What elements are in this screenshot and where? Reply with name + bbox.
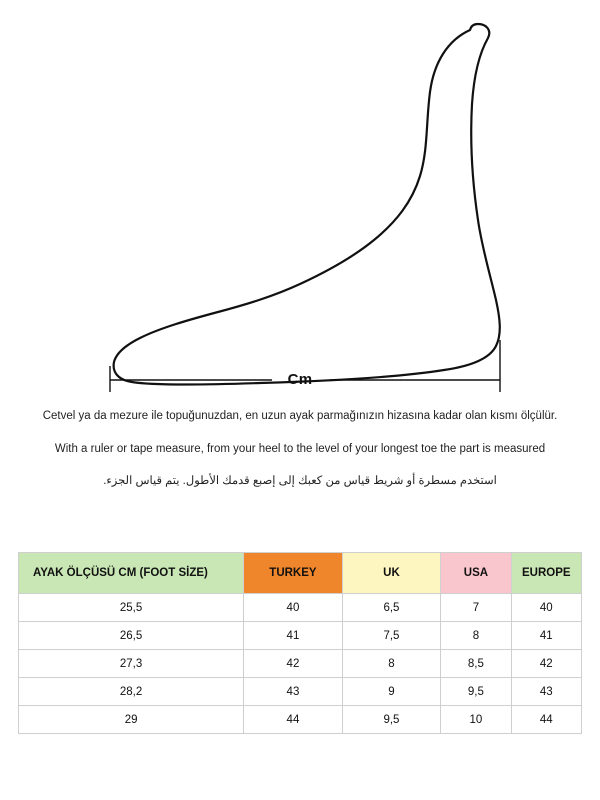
instruction-arabic: استخدم مسطرة أو شريط قياس من كعبك إلى إصبع قدمك الأطول. يتم قياس الجزء. <box>103 475 497 488</box>
table-body <box>19 594 582 734</box>
cell-europe: 41 <box>511 622 581 650</box>
instruction-english: With a ruler or tape measure, from your heel to the level of your longest toe the part is measured <box>54 442 546 455</box>
cell-europe: 44 <box>511 706 581 734</box>
cell-turkey: 41 <box>244 622 343 650</box>
cell-foot-size: 26,5 <box>19 622 244 650</box>
cell-europe: 42 <box>511 650 581 678</box>
cell-uk: 7,5 <box>342 622 441 650</box>
instructions-block <box>0 400 600 490</box>
cell-usa: 10 <box>441 706 511 734</box>
table-header-row <box>19 553 582 594</box>
size-table-wrapper <box>18 552 582 734</box>
cell-foot-size: 29 <box>19 706 244 734</box>
cell-usa: 7 <box>441 594 511 622</box>
table-row <box>19 622 582 650</box>
cell-turkey: 43 <box>244 678 343 706</box>
cell-europe: 40 <box>511 594 581 622</box>
column-header-foot-size: AYAK ÖLÇÜSÜ CM (FOOT SİZE) <box>19 553 244 594</box>
cell-uk: 9,5 <box>342 706 441 734</box>
cell-usa: 8,5 <box>441 650 511 678</box>
column-header-uk: UK <box>342 553 441 594</box>
table-row <box>19 706 582 734</box>
size-table <box>18 552 582 734</box>
cell-usa: 8 <box>441 622 511 650</box>
table-header <box>19 553 582 594</box>
cell-uk: 6,5 <box>342 594 441 622</box>
column-header-turkey: TURKEY <box>244 553 343 594</box>
cell-foot-size: 27,3 <box>19 650 244 678</box>
cell-usa: 9,5 <box>441 678 511 706</box>
table-row <box>19 594 582 622</box>
cell-turkey: 42 <box>244 650 343 678</box>
column-header-usa: USA <box>441 553 511 594</box>
cell-uk: 9 <box>342 678 441 706</box>
cell-foot-size: 28,2 <box>19 678 244 706</box>
cell-turkey: 44 <box>244 706 343 734</box>
cell-turkey: 40 <box>244 594 343 622</box>
instruction-turkish: Cetvel ya da mezure ile topuğunuzdan, en uzun ayak parmağınızın hizasına kadar olan kısmı ölçülür. <box>42 410 558 422</box>
table-row <box>19 650 582 678</box>
cm-measure-label: Cm <box>287 371 313 388</box>
cell-uk: 8 <box>342 650 441 678</box>
column-header-europe: EUROPE <box>511 553 581 594</box>
table-row <box>19 678 582 706</box>
cell-foot-size: 25,5 <box>19 594 244 622</box>
cell-europe: 43 <box>511 678 581 706</box>
